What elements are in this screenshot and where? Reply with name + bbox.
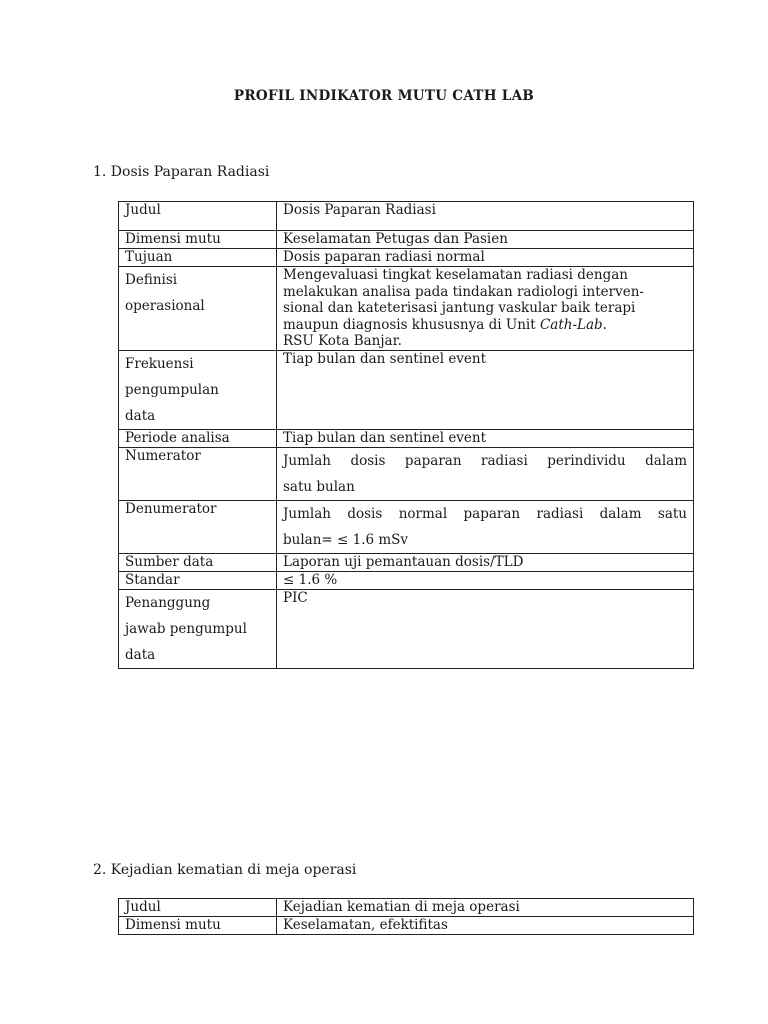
key-line: Frekuensi (125, 355, 194, 372)
value-line: bulan= ≤ 1.6 mSv (283, 531, 409, 548)
value-line: melakukan analisa pada tindakan radiologi interven- (283, 283, 644, 300)
row-key: Dimensi mutu (119, 231, 277, 249)
key-line: data (125, 646, 156, 663)
row-value: Laporan uji pemantauan dosis/TLD (277, 553, 694, 571)
row-key: Tujuan (119, 249, 277, 267)
row-key: Judul (119, 899, 277, 917)
table-row (119, 231, 694, 249)
row-key: Standar (119, 571, 277, 589)
row-value: Keselamatan, efektifitas (277, 917, 694, 935)
row-key: Dimensi mutu (119, 917, 277, 935)
key-line: pengumpulan (125, 381, 219, 398)
row-key: Sumber data (119, 553, 277, 571)
table-row (119, 350, 694, 429)
value-line: . (602, 316, 607, 333)
table-row (119, 917, 694, 935)
row-key: Judul (119, 202, 277, 231)
value-line: sional dan kateterisasi jantung vaskular baik terapi (283, 300, 636, 316)
value-line: Mengevaluasi tingkat keselamatan radiasi dengan (283, 267, 628, 283)
table-row (119, 447, 694, 500)
row-value: Dosis paparan radiasi normal (277, 249, 694, 267)
section-heading: 1. Dosis Paparan Radiasi (93, 164, 270, 180)
row-value: ≤ 1.6 % (277, 571, 694, 589)
key-line: jawab pengumpul (125, 620, 247, 637)
row-key: Denumerator (119, 500, 277, 553)
row-key: Numerator (119, 447, 277, 500)
value-line: RSU Kota Banjar. (283, 333, 402, 349)
key-line: Penanggung (125, 594, 211, 611)
table-row (119, 571, 694, 589)
value-italic: Cath-Lab (539, 316, 603, 333)
row-value (277, 500, 694, 553)
row-value (277, 447, 694, 500)
row-value: Dosis Paparan Radiasi (277, 202, 694, 231)
value-line: Jumlah dosis normal paparan radiasi dalam satu (283, 505, 687, 522)
key-line: data (125, 407, 156, 424)
table-row (119, 267, 694, 351)
row-key: Periode analisa (119, 429, 277, 447)
row-key (119, 589, 277, 668)
page-title: PROFIL INDIKATOR MUTU CATH LAB (233, 88, 535, 104)
key-line: operasional (125, 298, 205, 314)
row-key (119, 350, 277, 429)
table-row (119, 249, 694, 267)
value-line: satu bulan (283, 478, 355, 495)
table-row (119, 589, 694, 668)
table-row (119, 202, 694, 231)
indicator-table (118, 201, 694, 669)
row-value: Kejadian kematian di meja operasi (277, 899, 694, 917)
key-line: Definisi (125, 272, 178, 288)
row-value (277, 267, 694, 351)
row-value: Keselamatan Petugas dan Pasien (277, 231, 694, 249)
row-value: Tiap bulan dan sentinel event (277, 350, 694, 429)
value-line: Jumlah dosis paparan radiasi perindividu dalam (283, 452, 687, 469)
row-key (119, 267, 277, 351)
table-row (119, 553, 694, 571)
table-row (119, 899, 694, 917)
table-row (119, 500, 694, 553)
row-value: PIC (277, 589, 694, 668)
value-line: maupun diagnosis khususnya di Unit (283, 316, 540, 333)
indicator-table (118, 898, 694, 935)
row-value: Tiap bulan dan sentinel event (277, 429, 694, 447)
section-heading: 2. Kejadian kematian di meja operasi (93, 862, 357, 878)
table-row (119, 429, 694, 447)
